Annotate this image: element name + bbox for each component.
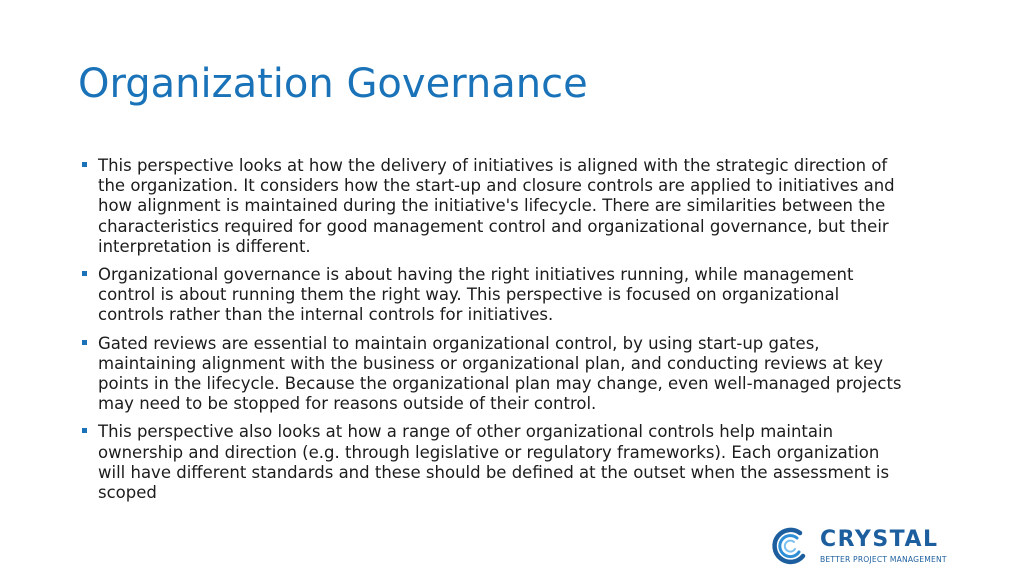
bullet-square-icon xyxy=(82,162,87,167)
logo-wordmark: CRYSTAL xyxy=(820,527,939,552)
bullet-text: Gated reviews are essential to maintain organizational control, by using start-up gates, maintaining alignment with the business or organizational plan, and conducting reviews at key points in the lifecycle. Because the organizational plan may change, even well-managed projects may need to be stopped for reasons outside of their control. xyxy=(98,333,902,414)
bullet-item xyxy=(80,265,910,326)
bullet-square-icon xyxy=(82,428,87,433)
bullet-item xyxy=(80,156,910,257)
bullet-square-icon xyxy=(82,271,87,276)
bullet-text: This perspective also looks at how a range of other organizational controls help maintain ownership and direction (e.g. through legislative or regulatory frameworks). Each organization will have different standards and these should be defined at the outset when the assessment is scoped xyxy=(98,422,890,503)
logo-tagline: BETTER PROJECT MANAGEMENT xyxy=(820,555,947,564)
bullet-item xyxy=(80,422,910,503)
crystal-swirl-icon xyxy=(768,524,812,568)
crystal-logo xyxy=(768,524,954,570)
slide-title: Organization Governance xyxy=(78,61,588,107)
bullet-square-icon xyxy=(82,340,87,345)
bullet-item xyxy=(80,334,910,415)
bullet-text: Organizational governance is about having the right initiatives running, while management control is about running them the right way. This perspective is focused on organizational controls rather than the internal controls for initiatives. xyxy=(98,265,854,325)
bullet-list xyxy=(80,156,910,511)
bullet-text: This perspective looks at how the delivery of initiatives is aligned with the strategic direction of the organization. It considers how the start-up and closure controls are applied to initiatives and how alignment is maintained during the initiative's lifecycle. There are similarities between the characteristics required for good management control and organizational governance, but their interpretation is different. xyxy=(98,156,895,256)
